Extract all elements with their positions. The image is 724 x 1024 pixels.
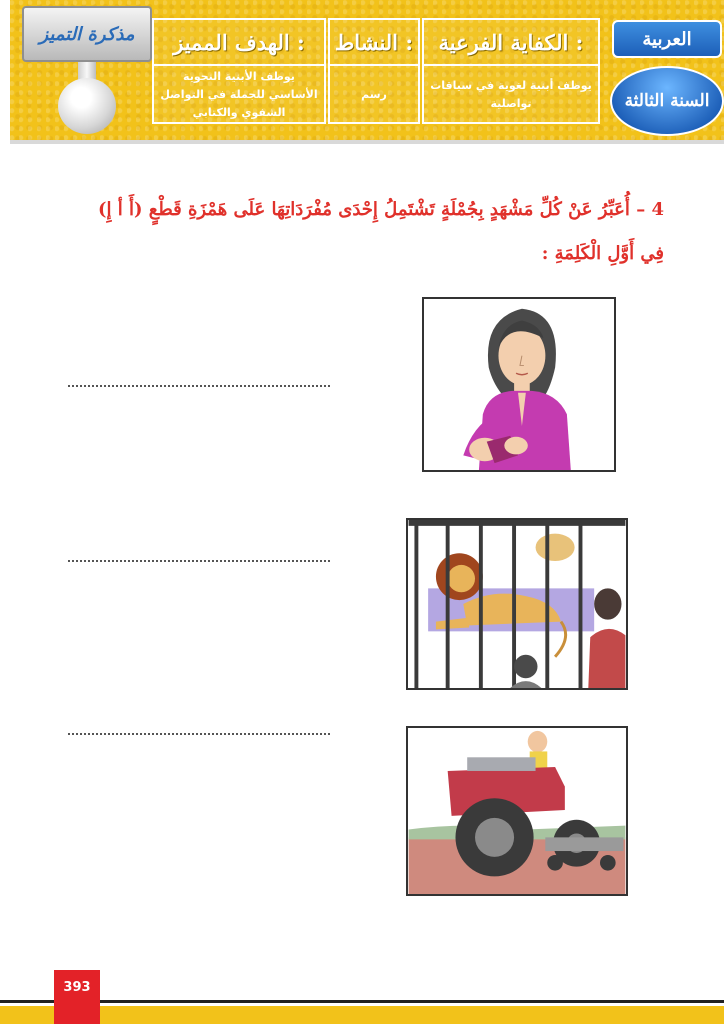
answer-line-3[interactable] — [68, 725, 330, 735]
question-block — [64, 188, 664, 276]
question-line-1 — [64, 188, 664, 232]
activity-text: رسم — [361, 88, 387, 101]
lion-cage-illustration — [408, 520, 626, 688]
goal-text: يوظف الأبنية النحوية الأساسي للجملة في التواصل الشفوي والكتابي — [160, 70, 318, 119]
skill-text: يوظف أبنية لغوية في سياقات تواصلية — [430, 79, 592, 110]
brand-ball — [58, 78, 116, 134]
footer-divider — [0, 1000, 724, 1003]
page-number: 393 — [54, 970, 100, 1024]
brand-title: مذكرة التميز — [39, 23, 135, 45]
picture-woman-purse — [422, 297, 616, 472]
goal-title: الهدف المميز : — [154, 20, 324, 66]
skill-box — [422, 18, 600, 124]
answer-line-1[interactable] — [68, 377, 330, 387]
activity-title: النشاط : — [330, 20, 418, 66]
question-text: أُعَبِّرُ عَنْ كُلِّ مَشْهَدٍ بِجُمْلَةٍ تَشْتَمِلُ إِحْدَى مُفْرَدَاتِهَا عَلَى هَمْزَةِ قَطْعٍ (أَ أ إِ) — [97, 199, 630, 220]
question-line-2: فِي أَوَّلِ الْكَلِمَةِ : — [541, 243, 664, 264]
brand-logo — [22, 6, 152, 132]
woman-purse-illustration — [424, 299, 614, 470]
question-number: 4 – — [636, 199, 664, 220]
skill-title: الكفاية الفرعية : — [424, 20, 598, 66]
tractor-illustration — [408, 728, 626, 894]
brand-plate — [22, 6, 152, 62]
picture-tractor — [406, 726, 628, 896]
header-banner — [10, 0, 724, 140]
year-badge: السنة الثالثة — [610, 66, 724, 136]
goal-box — [152, 18, 326, 124]
picture-lion-cage — [406, 518, 628, 690]
footer-band — [0, 1006, 724, 1024]
subject-badge: العربية — [612, 20, 722, 58]
answer-line-2[interactable] — [68, 552, 330, 562]
activity-box — [328, 18, 420, 124]
header-divider — [10, 140, 724, 144]
